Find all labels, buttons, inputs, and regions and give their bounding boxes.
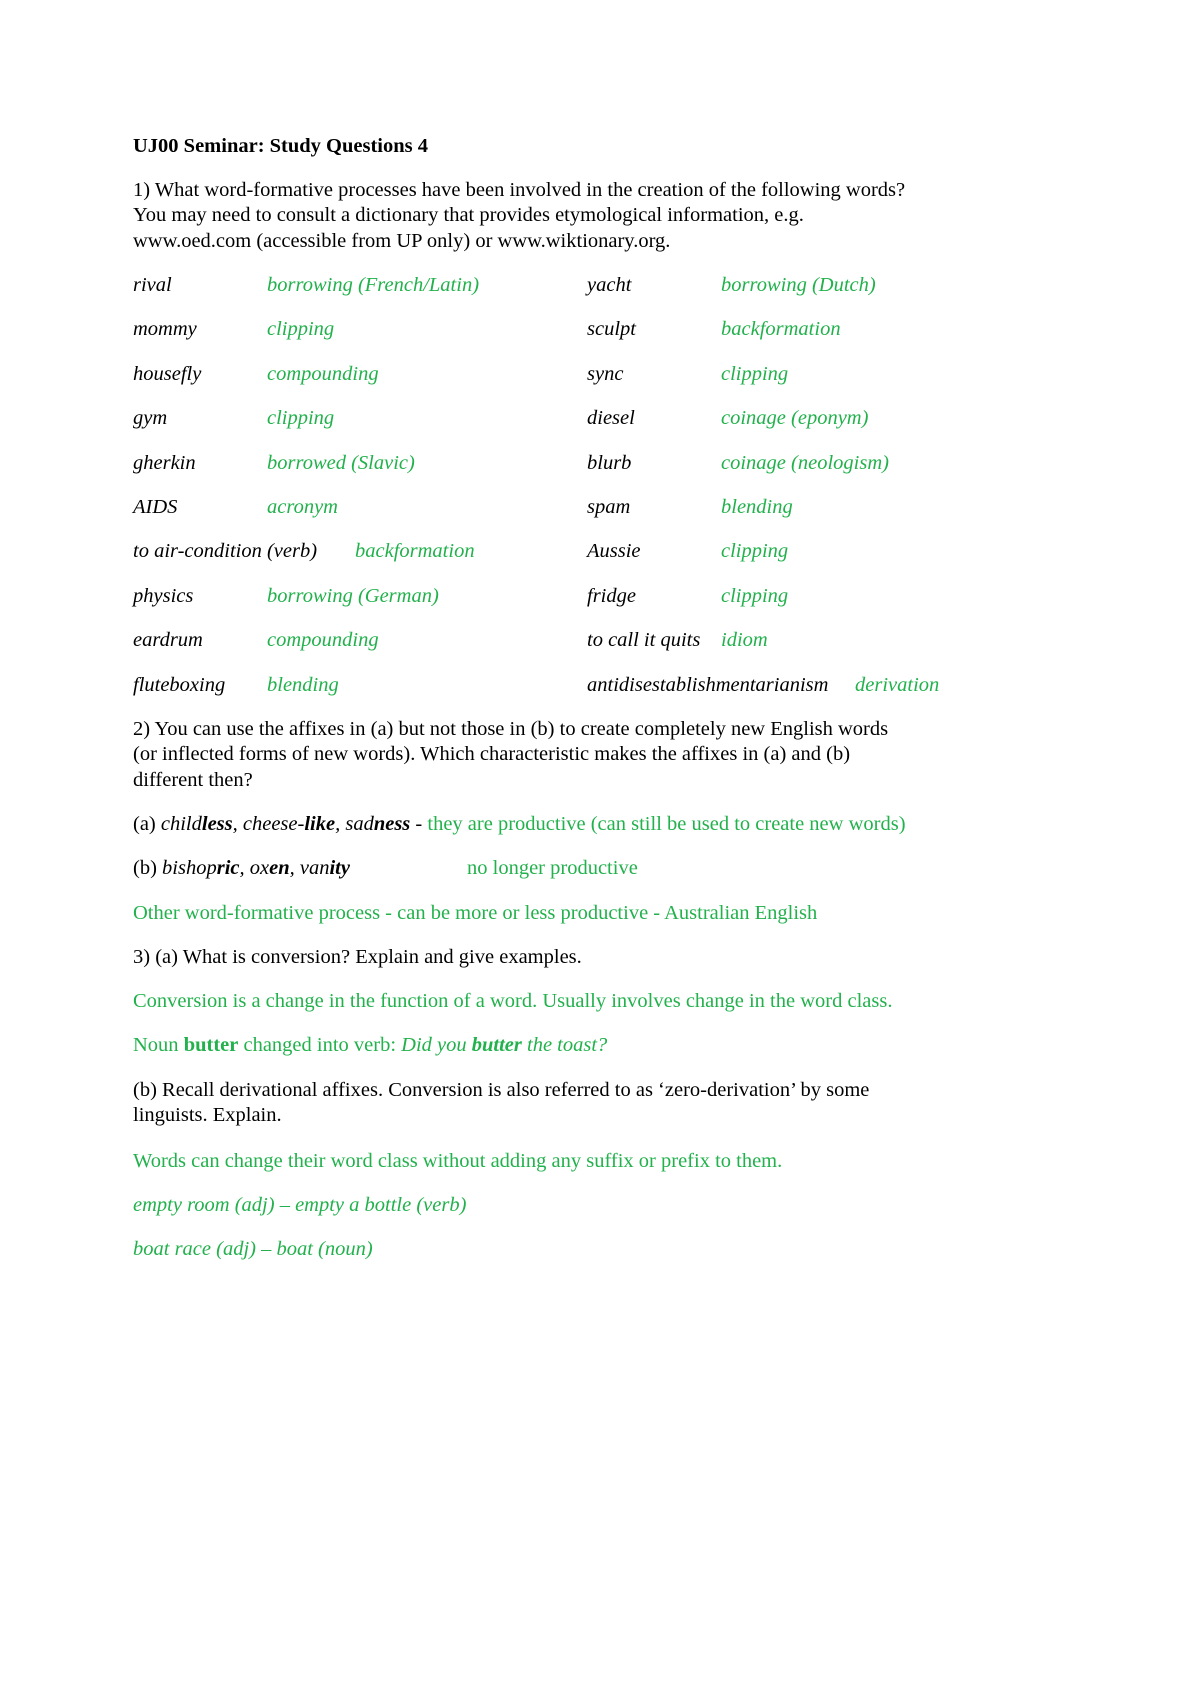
- word: bishop: [162, 857, 217, 879]
- word-cell: eardrum: [133, 629, 203, 652]
- example: empty room (adj) – empty a bottle (verb): [133, 1194, 467, 1216]
- q1-line: www.oed.com (accessible from UP only) or www.wiktionary.org.: [133, 230, 671, 252]
- process-cell: idiom: [721, 629, 768, 652]
- word-cell: fridge: [587, 584, 636, 607]
- answer: they are productive (can still be used to create new words): [427, 813, 906, 835]
- word-cell: antidisestablishmentarianism: [587, 673, 829, 696]
- affix: en: [269, 857, 290, 879]
- process-cell: coinage (neologism): [721, 451, 889, 474]
- table-row: [0, 316, 1200, 342]
- table-row: [0, 272, 1200, 298]
- word-cell: rival: [133, 274, 172, 296]
- word-cell: blurb: [587, 451, 632, 474]
- word: child: [160, 813, 202, 835]
- process-cell: acronym: [267, 496, 338, 518]
- dash: -: [410, 813, 428, 835]
- table-row: [0, 627, 1200, 653]
- word: , cheese-: [232, 813, 305, 835]
- q2b: [133, 855, 350, 881]
- word-cell: gym: [133, 407, 168, 430]
- word-cell: sculpt: [587, 318, 636, 341]
- process-cell: borrowing (German): [267, 584, 439, 607]
- word-cell: sync: [587, 362, 624, 385]
- q1-line: You may need to consult a dictionary that provides etymological information, e.g.: [133, 204, 804, 226]
- table-row: [0, 494, 1200, 520]
- process-cell: clipping: [721, 362, 789, 385]
- word-cell: yacht: [587, 274, 632, 296]
- table-row: [0, 361, 1200, 387]
- text: Noun: [133, 1034, 184, 1056]
- affix: ric: [216, 857, 240, 879]
- text: the toast?: [521, 1034, 608, 1056]
- process-cell: backformation: [721, 318, 841, 341]
- word-cell: housefly: [133, 362, 202, 385]
- label: (b): [133, 857, 163, 879]
- text: butter: [471, 1034, 522, 1056]
- example: boat race (adj) – boat (noun): [133, 1238, 373, 1260]
- affix: less: [201, 813, 233, 835]
- process-cell: clipping: [267, 318, 335, 341]
- process-cell: borrowing (French/Latin): [267, 274, 480, 296]
- word: , ox: [239, 857, 270, 879]
- table-row: [0, 538, 1200, 564]
- table-row: [0, 672, 1200, 698]
- q3a: 3) (a) What is conversion? Explain and give examples.: [133, 946, 582, 968]
- word-cell: spam: [587, 496, 631, 518]
- process-cell: borrowing (Dutch): [721, 274, 876, 296]
- process-cell: derivation: [855, 673, 940, 696]
- example: [133, 1032, 607, 1058]
- word-cell: to call it quits: [587, 629, 701, 652]
- table-row: [0, 583, 1200, 609]
- word-cell: to air-condition (verb): [133, 540, 318, 563]
- affix: ness: [373, 813, 411, 835]
- page-title: UJ00 Seminar: Study Questions 4: [133, 135, 429, 157]
- word-cell: mommy: [133, 318, 197, 341]
- label: (a): [133, 813, 161, 835]
- word: , van: [289, 857, 330, 879]
- table-row: [0, 450, 1200, 476]
- process-cell: compounding: [267, 362, 379, 385]
- process-cell: backformation: [355, 540, 475, 563]
- table-row: [0, 405, 1200, 431]
- word: , sad: [335, 813, 374, 835]
- q1-line: 1) What word-formative processes have been involved in the creation of the following words?: [133, 179, 906, 201]
- q3b-line: (b) Recall derivational affixes. Conversion is also referred to as ‘zero-derivation’ by some: [133, 1079, 870, 1101]
- answer: Conversion is a change in the function of a word. Usually involves change in the word class.: [133, 990, 893, 1012]
- answer: Words can change their word class without adding any suffix or prefix to them.: [133, 1150, 783, 1172]
- answer: no longer productive: [467, 857, 638, 879]
- process-cell: blending: [267, 673, 339, 696]
- word-cell: fluteboxing: [133, 673, 226, 696]
- q2a: [133, 811, 906, 837]
- process-cell: clipping: [267, 407, 335, 430]
- process-cell: compounding: [267, 629, 379, 652]
- q2-line: (or inflected forms of new words). Which characteristic makes the affixes in (a) and (b): [133, 743, 851, 765]
- text: butter: [183, 1034, 239, 1056]
- process-cell: blending: [721, 496, 793, 518]
- process-cell: coinage (eponym): [721, 407, 869, 430]
- affix: ity: [329, 857, 350, 879]
- process-cell: clipping: [721, 584, 789, 607]
- process-cell: clipping: [721, 540, 789, 563]
- affix: like: [304, 813, 336, 835]
- text: changed into verb:: [238, 1034, 402, 1056]
- q2-line: different then?: [133, 769, 253, 791]
- word-cell: physics: [133, 584, 194, 607]
- q3b-line: linguists. Explain.: [133, 1104, 282, 1126]
- text: Did you: [401, 1034, 472, 1056]
- word-cell: gherkin: [133, 451, 196, 474]
- word-cell: AIDS: [133, 496, 178, 518]
- word-cell: Aussie: [587, 540, 641, 563]
- word-cell: diesel: [587, 407, 635, 430]
- answer: Other word-formative process - can be more or less productive - Australian English: [133, 902, 818, 924]
- q2-line: 2) You can use the affixes in (a) but not those in (b) to create completely new English words: [133, 718, 889, 740]
- process-cell: borrowed (Slavic): [267, 451, 415, 474]
